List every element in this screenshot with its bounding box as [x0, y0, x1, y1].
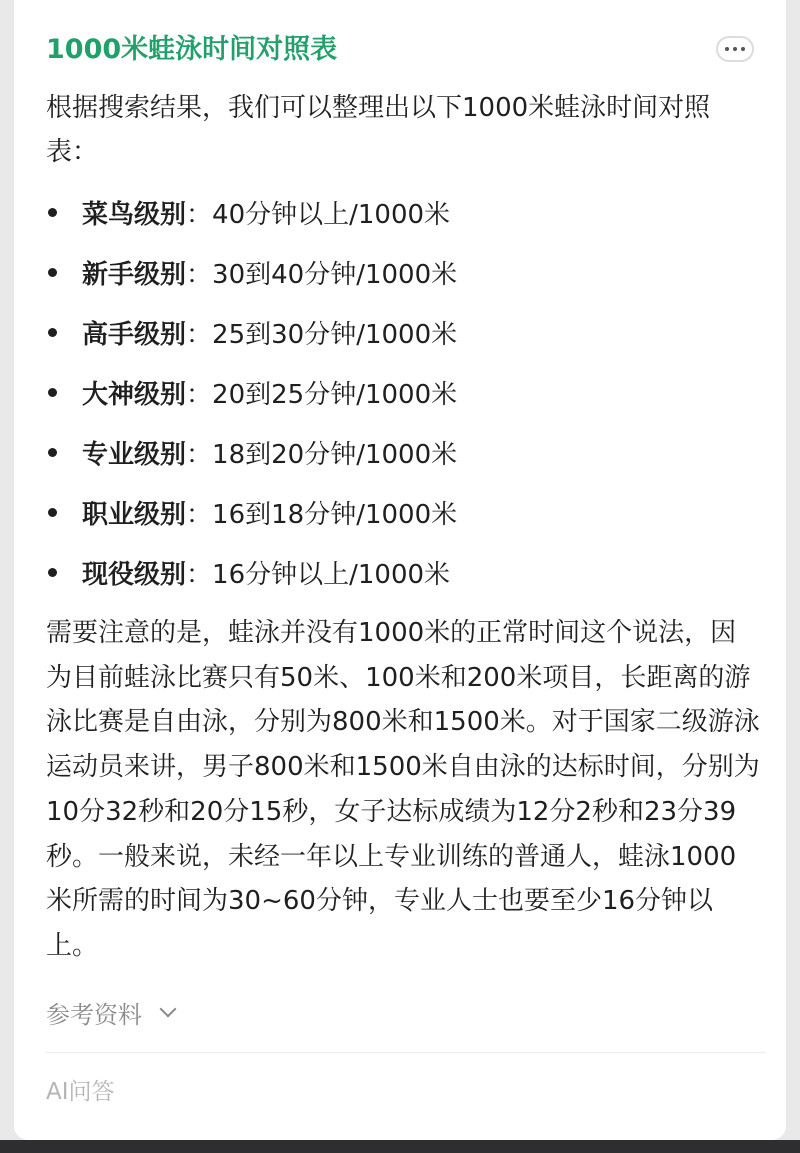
- bullet-icon: [48, 568, 57, 577]
- level-value: 40分钟以上/1000米: [212, 199, 451, 230]
- level-value: 18到20分钟/1000米: [212, 439, 458, 470]
- more-dots-icon: [725, 47, 729, 51]
- level-value: 30到40分钟/1000米: [212, 259, 458, 290]
- level-separator: ：: [186, 379, 213, 410]
- bullet-icon: [48, 208, 57, 217]
- level-separator: ：: [186, 559, 213, 590]
- intro-text: 根据搜索结果，我们可以整理出以下1000米蛙泳时间对照表：: [46, 93, 711, 167]
- divider: [46, 1052, 766, 1053]
- list-item: [46, 362, 756, 422]
- footer-label: AI问答: [46, 1079, 115, 1105]
- level-value: 20到25分钟/1000米: [212, 379, 458, 410]
- level-name: 菜鸟级别: [82, 199, 187, 230]
- level-separator: ：: [186, 499, 213, 530]
- list-item: [46, 242, 756, 302]
- list-item: [46, 422, 756, 482]
- note-paragraph: 需要注意的是，蛙泳并没有1000米的正常时间这个说法，因为目前蛙泳比赛只有50米、100米和200米项目，长距离的游泳比赛是自由泳，分别为800米和1500米。对于国家二级游泳运动员来讲，男子800米和1500米自由泳的达标时间，分别为10分32秒和20分15秒，女子达标成绩为12分2秒和23分39秒。一般来说，未经一年以上专业训练的普通人，蛙泳1000米所需的时间为30~60分钟，专业人士也要至少16分钟以上。: [46, 618, 760, 961]
- list-item: [46, 542, 756, 602]
- level-name: 新手级别: [82, 259, 187, 290]
- more-dots-icon: [741, 47, 745, 51]
- level-list: [46, 182, 756, 602]
- level-separator: ：: [186, 199, 213, 230]
- level-value: 25到30分钟/1000米: [212, 319, 458, 350]
- more-button[interactable]: [716, 36, 754, 62]
- references-toggle[interactable]: [46, 990, 174, 1034]
- level-separator: ：: [186, 259, 213, 290]
- level-name: 现役级别: [82, 559, 187, 590]
- list-item: [46, 482, 756, 542]
- list-item: [46, 302, 756, 362]
- level-separator: ：: [186, 319, 213, 350]
- level-value: 16到18分钟/1000米: [212, 499, 458, 530]
- level-name: 高手级别: [82, 319, 187, 350]
- level-name: 专业级别: [82, 439, 187, 470]
- bullet-icon: [48, 448, 57, 457]
- bullet-icon: [48, 388, 57, 397]
- chevron-down-icon: [160, 1001, 177, 1018]
- bullet-icon: [48, 328, 57, 337]
- bullet-icon: [48, 268, 57, 277]
- bottom-bar: [0, 1140, 800, 1153]
- card-header: [46, 28, 756, 72]
- level-separator: ：: [186, 439, 213, 470]
- page-title: 1000米蛙泳时间对照表: [46, 34, 338, 65]
- level-name: 大神级别: [82, 379, 187, 410]
- list-item: [46, 182, 756, 242]
- level-value: 16分钟以上/1000米: [212, 559, 451, 590]
- answer-card: [14, 0, 786, 1140]
- bullet-icon: [48, 508, 57, 517]
- level-name: 职业级别: [82, 499, 187, 530]
- references-label: 参考资料: [46, 1000, 142, 1029]
- more-dots-icon: [733, 47, 737, 51]
